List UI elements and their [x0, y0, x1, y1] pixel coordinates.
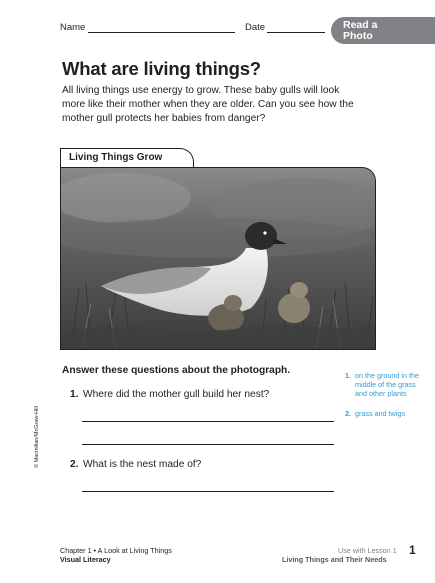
answer-key-1-number: 1.: [345, 371, 351, 380]
answer-line-1b[interactable]: [82, 444, 334, 445]
copyright-notice: © Macmillan/McGraw-Hill: [34, 406, 40, 468]
answer-key-1-text: on the ground in the middle of the grass and other plants: [355, 371, 419, 398]
answer-key-2-number: 2.: [345, 409, 351, 418]
intro-paragraph: All living things use energy to grow. These baby gulls will look more like their mother when they are older. Can you see how the mother gull protects her babies from danger?: [62, 85, 354, 124]
question-1-number: 1.: [70, 389, 79, 400]
date-line[interactable]: [267, 32, 325, 33]
gull-photo-image: [61, 168, 376, 350]
photo-heading: Living Things Grow: [69, 152, 163, 163]
questions-heading: Answer these questions about the photograph.: [62, 365, 291, 376]
question-2-text: What is the nest made of?: [83, 459, 202, 470]
question-1-text: Where did the mother gull build her nest?: [83, 389, 270, 400]
tag-line-2: Photo: [343, 29, 373, 42]
footer-lesson: Living Things and Their Needs: [282, 555, 387, 564]
question-2-number: 2.: [70, 459, 79, 470]
answer-line-1a[interactable]: [82, 421, 334, 422]
page-number: 1: [409, 543, 416, 557]
name-label: Name: [60, 22, 86, 33]
answer-line-2[interactable]: [82, 491, 334, 492]
read-a-photo-label: [343, 20, 403, 41]
date-label: Date: [245, 22, 266, 33]
footer-section: Visual Literacy: [60, 555, 111, 564]
footer-chapter: Chapter 1 • A Look at Living Things: [60, 546, 172, 555]
name-line[interactable]: [88, 32, 235, 33]
answer-key-2-text: grass and twigs: [355, 409, 405, 418]
footer-use-with: Use with Lesson 1: [338, 546, 397, 555]
photo-frame: [60, 167, 376, 350]
page-title: What are living things?: [62, 58, 261, 79]
tag-line-1: Read a: [343, 19, 378, 31]
